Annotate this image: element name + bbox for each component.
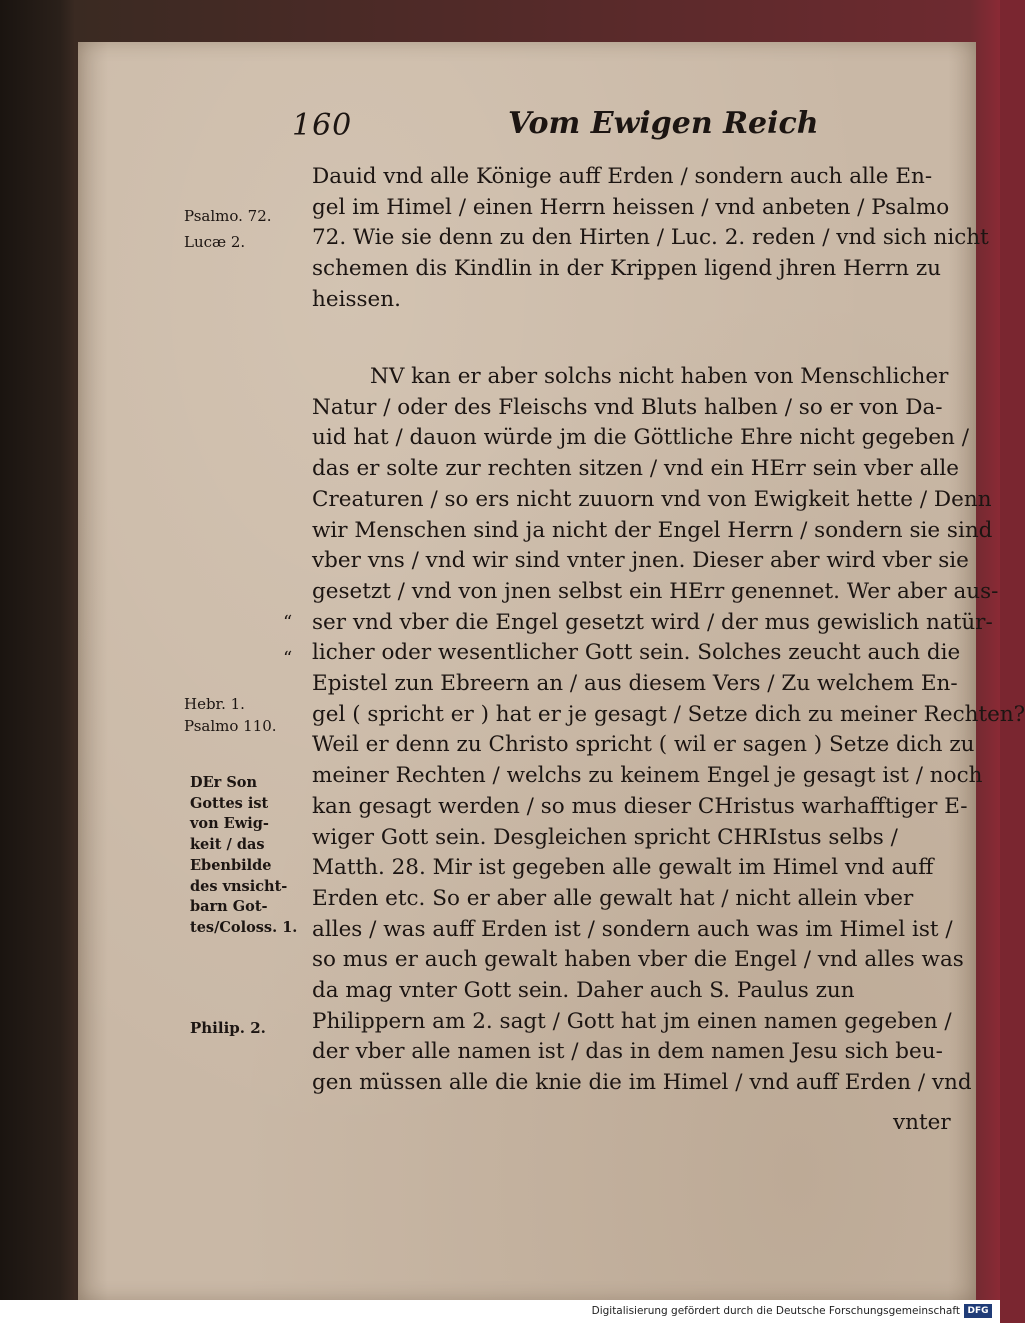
text-line: schemen dis Kindlin in der Krippen ligend jhren Herrn zu bbox=[312, 256, 941, 282]
text-line: wiger Gott sein. Desgleichen spricht CHRIstus selbs / bbox=[312, 824, 898, 850]
text-line: gel im Himel / einen Herrn heissen / vnd anbeten / Psalmo bbox=[312, 194, 950, 220]
text-line: meiner Rechten / welchs zu keinem Engel je gesagt ist / noch bbox=[312, 763, 983, 789]
margin-note-psalmo-72: Psalmo. 72. bbox=[184, 207, 272, 225]
text-line: Matth. 28. Mir ist gegeben alle gewalt im Himel vnd auff bbox=[312, 855, 934, 881]
text-line: vber vns / vnd wir sind vnter jnen. Dieser aber wird vber sie bbox=[312, 548, 969, 574]
paragraph-2 bbox=[312, 362, 1025, 1099]
text-line: NV kan er aber solchs nicht haben von Menschlicher bbox=[370, 364, 949, 389]
margin-note-hebr-1: Hebr. 1. bbox=[184, 695, 245, 713]
text-line: uid hat / dauon würde jm die Göttliche Ehre nicht gegeben / bbox=[312, 425, 969, 451]
page-number: 160 bbox=[292, 108, 353, 143]
text-line: heissen. bbox=[312, 286, 401, 312]
text-line: gel ( spricht er ) hat er je gesagt / Setze dich zu meiner Rechten? bbox=[312, 701, 1025, 727]
margin-gloss-line: von Ewig- bbox=[190, 815, 269, 833]
text-line: Dauid vnd alle Könige auff Erden / sondern auch alle En- bbox=[312, 164, 933, 189]
text-line: Philippern am 2. sagt / Gott hat jm einen namen gegeben / bbox=[312, 1008, 952, 1034]
text-line: Weil er denn zu Christo spricht ( wil er sagen ) Setze dich zu bbox=[312, 732, 975, 758]
margin-gloss-line: Ebenbilde bbox=[190, 856, 272, 874]
margin-gloss-line: barn Got- bbox=[190, 898, 268, 916]
text-line: Erden etc. So er aber alle gewalt hat / nicht allein vber bbox=[312, 885, 914, 911]
margin-gloss-line: keit / das bbox=[190, 836, 265, 854]
text-line: das er solte zur rechten sitzen / vnd ein HErr sein vber alle bbox=[312, 456, 959, 482]
text-line: ser vnd vber die Engel gesetzt wird / der mus gewislich natür- bbox=[312, 609, 993, 635]
text-line: so mus er auch gewalt haben vber die Engel / vnd alles was bbox=[312, 947, 964, 973]
quotation-mark: “ bbox=[283, 612, 293, 633]
quotation-mark: “ bbox=[283, 648, 293, 669]
dfg-logo: DFG bbox=[964, 1304, 992, 1318]
text-line: gen müssen alle die knie die im Himel / vnd auff Erden / vnd bbox=[312, 1070, 972, 1096]
footer-credit: Digitalisierung gefördert durch die Deutsche Forschungsgemeinschaft bbox=[591, 1305, 960, 1317]
text-line: Creaturen / so ers nicht zuuorn vnd von Ewigkeit hette / Denn bbox=[312, 486, 992, 512]
margin-note-psalmo-110: Psalmo 110. bbox=[184, 717, 277, 735]
text-line: alles / was auff Erden ist / sondern auch was im Himel ist / bbox=[312, 916, 953, 942]
margin-gloss-line: des vnsicht- bbox=[190, 877, 288, 895]
text-line: 72. Wie sie denn zu den Hirten / Luc. 2. reden / vnd sich nicht bbox=[312, 225, 989, 251]
margin-note-philip-2: Philip. 2. bbox=[190, 1019, 266, 1037]
margin-gloss-line: tes/Coloss. 1. bbox=[190, 918, 298, 936]
margin-gloss-line: DEr Son bbox=[190, 774, 257, 791]
text-line: Natur / oder des Fleischs vnd Bluts halben / so er von Da- bbox=[312, 394, 943, 420]
text-line: wir Menschen sind ja nicht der Engel Herrn / sondern sie sind bbox=[312, 517, 993, 543]
running-head: Vom Ewigen Reich bbox=[508, 106, 819, 141]
text-line: da mag vnter Gott sein. Daher auch S. Paulus zun bbox=[312, 978, 855, 1004]
catchword: vnter bbox=[893, 1110, 951, 1135]
margin-gloss bbox=[190, 773, 297, 939]
text-line: gesetzt / vnd von jnen selbst ein HErr genennet. Wer aber aus- bbox=[312, 578, 999, 604]
text-line: Epistel zun Ebreern an / aus diesem Vers / Zu welchem En- bbox=[312, 671, 958, 697]
text-line: kan gesagt werden / so mus dieser CHristus warhafftiger E- bbox=[312, 793, 968, 819]
text-line: der vber alle namen ist / das in dem namen Jesu sich beu- bbox=[312, 1039, 943, 1065]
paragraph-1 bbox=[312, 162, 989, 316]
text-line: licher oder wesentlicher Gott sein. Solches zeucht auch die bbox=[312, 640, 961, 666]
margin-note-lucae-2: Lucæ 2. bbox=[184, 233, 246, 251]
margin-gloss-line: Gottes ist bbox=[190, 794, 269, 812]
